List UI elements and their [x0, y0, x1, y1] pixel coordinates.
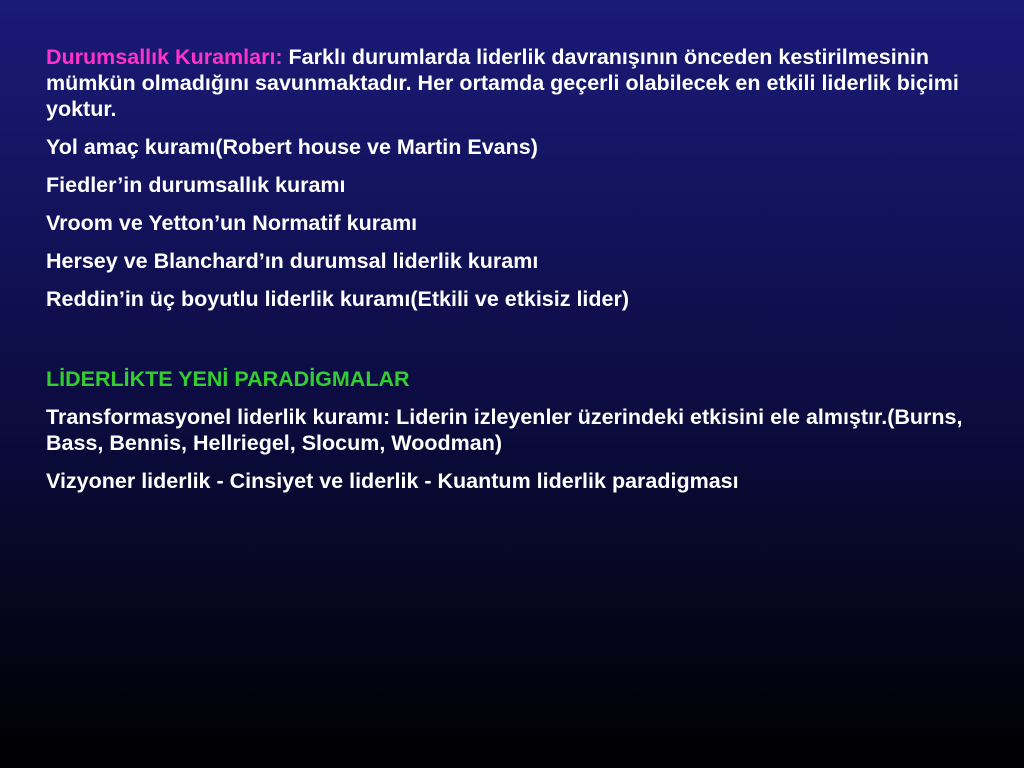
theory-item-path-goal: Yol amaç kuramı(Robert house ve Martin Evans): [46, 135, 538, 159]
theory-item-hersey-blanchard: Hersey ve Blanchard’ın durumsal liderlik kuramı: [46, 249, 539, 273]
paradigm-item-visionary: Vizyoner liderlik - Cinsiyet ve liderlik - Kuantum liderlik paradigması: [46, 469, 739, 493]
intro-paragraph: [46, 44, 986, 122]
theory-item-fiedler: Fiedler’in durumsallık kuramı: [46, 173, 346, 197]
section-spacer: [46, 324, 986, 366]
theory-item-reddin: Reddin’in üç boyutlu liderlik kuramı(Etkili ve etkisiz lider): [46, 287, 630, 311]
theory-item-vroom-yetton: Vroom ve Yetton’un Normatif kuramı: [46, 211, 418, 235]
slide-content: [46, 44, 986, 506]
paradigm-item-transformational: Transformasyonel liderlik kuramı: Liderin izleyenler üzerindeki etkisini ele almıştır.(Burns, Bass, Bennis, Hellriegel, Slocum, Woodman): [46, 405, 963, 455]
intro-label: Durumsallık Kuramları:: [46, 45, 283, 69]
intro-text: Farklı durumlarda liderlik davranışının önceden kestirilmesinin mümkün olmadığını savunmaktadır. Her ortamda geçerli olabilecek en etkili liderlik biçimi yoktur.: [46, 45, 959, 121]
section-heading: LİDERLİKTE YENİ PARADİGMALAR: [46, 367, 410, 391]
